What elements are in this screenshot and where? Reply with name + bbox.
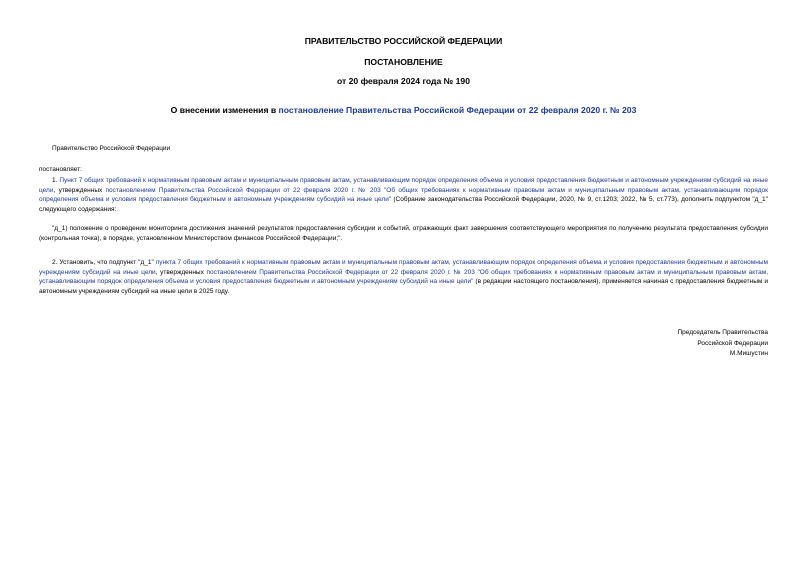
signature-country: Российской Федерации	[697, 339, 768, 347]
p1-part2: , утвержденных	[53, 186, 106, 194]
paragraph-2	[39, 258, 768, 296]
document-title	[0, 105, 807, 115]
p2-link-decree[interactable]: постановлением Правительства Российской Федерации от 22 февраля 2020 г. № 203 "Об общих требованиях к нормативным правовым актам и муниципальным правовым актам, устанавливающим порядок определения объема и условия предоставления бюджетным и автономным учреждениям субсидий на иные цели"	[39, 268, 768, 286]
decrees-line: постановляет:	[39, 166, 82, 173]
p2-part1: 2. Установить, что подпункт "д_1"	[52, 259, 156, 266]
signature-name: М.Мишустин	[729, 350, 768, 357]
p1-link-decree[interactable]: постановлением Правительства Российской Федерации от 22 февраля 2020 г. № 203 "Об общих требованиях к нормативным правовым актам и муниципальным правовым актам, устанавливающим порядок определения объема и условия предоставления бюджетным и автономным учреждениям субсидий на иные цели"	[39, 186, 768, 204]
title-link[interactable]: постановление Правительства Российской Федерации от 22 февраля 2020 г. № 203	[278, 105, 637, 115]
title-prefix: О внесении изменения в	[170, 105, 279, 115]
p1-part1: 1.	[52, 177, 60, 184]
signature-block	[677, 328, 768, 360]
p2-part2: , утвержденных	[155, 268, 207, 276]
p1-part3: (Собрание законодательства Российской Федерации, 2020, № 9, ст.1203; 2022, № 5, ст.773), дополнить подпунктом "д_1" следующего содержания:	[39, 196, 768, 213]
government-line: Правительство Российской Федерации	[52, 145, 171, 152]
document-type-heading: ПОСТАНОВЛЕНИЕ	[364, 57, 443, 67]
p2-link-requirements[interactable]: пункта 7 общих требований к нормативным правовым актам и муниципальным правовым актам, устанавливающим порядок определения объема и условия предоставления бюджетным и автономным учреждениям субсидий на иные цели	[39, 259, 768, 276]
signature-title: Председатель Правительства	[677, 329, 768, 336]
date-number-heading: от 20 февраля 2024 года № 190	[337, 76, 470, 86]
p1-link-requirements[interactable]: Пункт 7 общих требований к нормативным правовым актам и муниципальным правовым актам, устанавливающим порядок определения объема и условия предоставления бюджетным и автономным учреждениям субсидий на иные цели	[39, 177, 768, 194]
paragraph-1	[39, 176, 768, 214]
government-heading: ПРАВИТЕЛЬСТВО РОССИЙСКОЙ ФЕДЕРАЦИИ	[304, 36, 503, 46]
paragraph-1-quote: "д_1) положение о проведении мониторинга достижения значений результатов предоставления субсидии и событий, отражающих факт завершения соответствующего мероприятия по получению результата предоставления субсидии (контрольная точка), в порядке, установленном Министерством финансов Российской Федерации;".	[39, 225, 768, 242]
p2-part3: (в редакции настоящего постановления), применяется начиная с предоставления бюджетным и автономным учреждениям субсидий на иные цели в 2025 году.	[39, 278, 768, 295]
